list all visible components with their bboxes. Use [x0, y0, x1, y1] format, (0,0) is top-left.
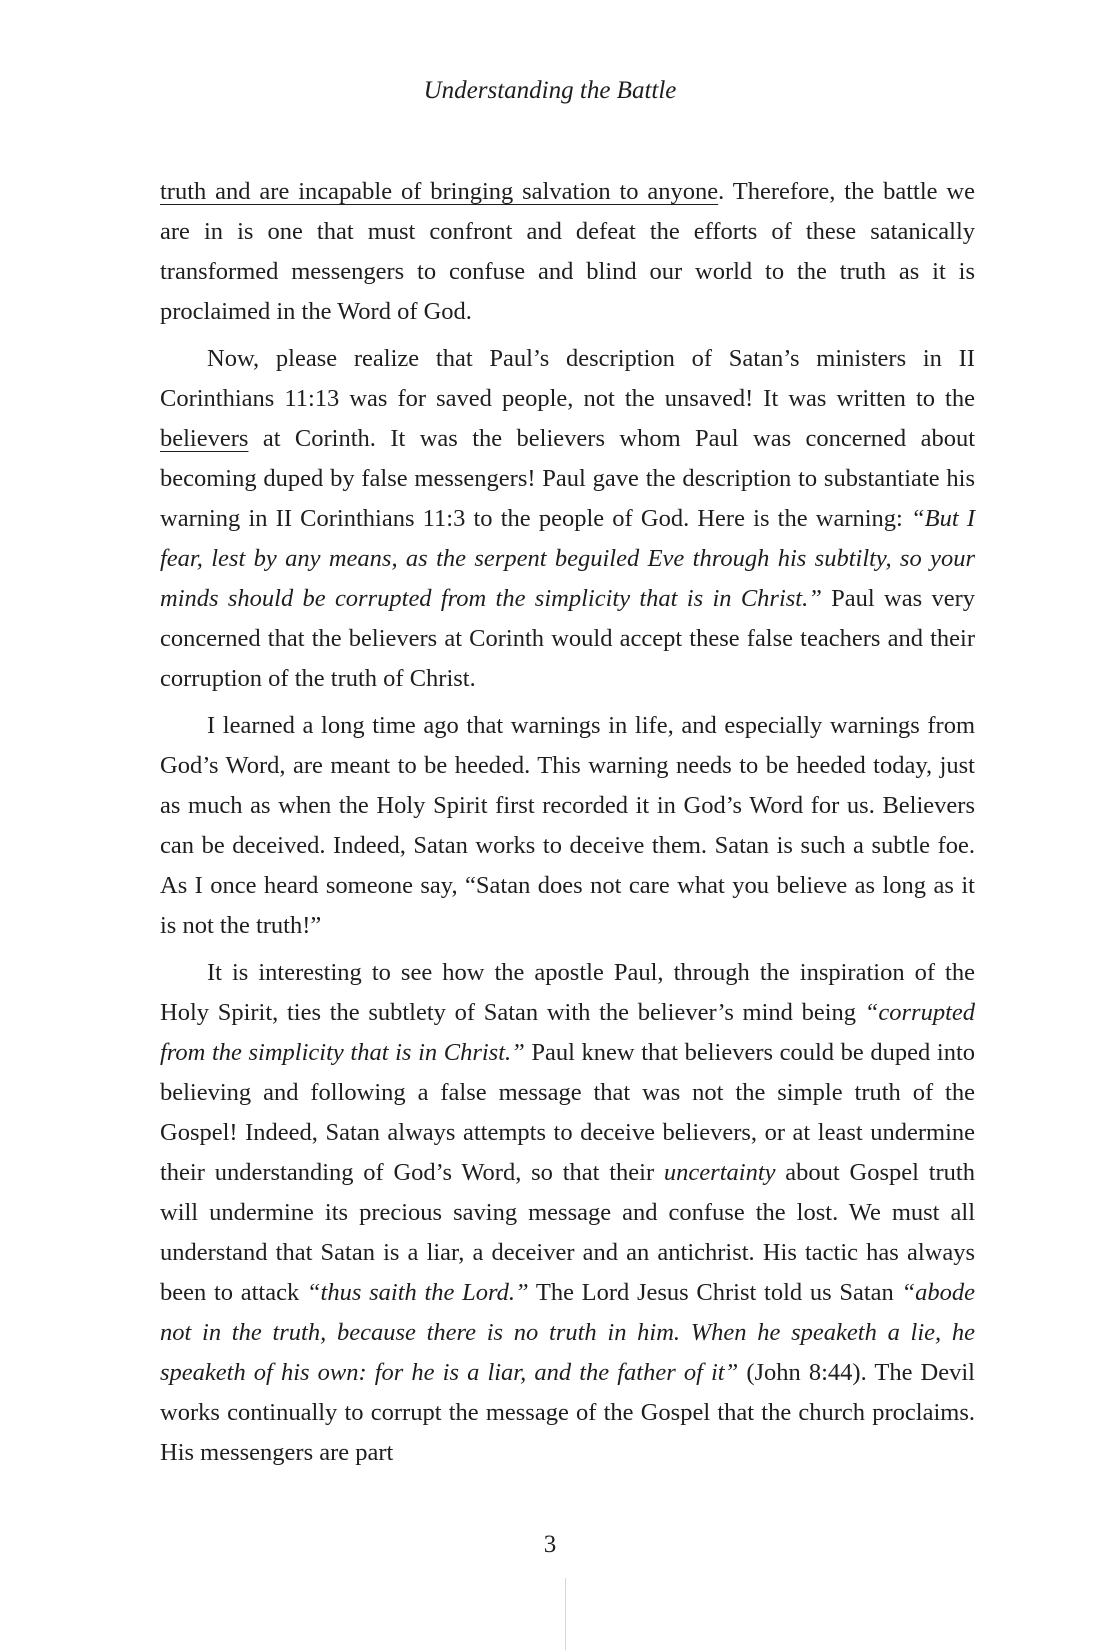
underlined-phrase: truth and are incapable of bringing salvation to anyone: [160, 178, 719, 205]
scripture-quote: “But I fear, lest by any means, as the serpent beguiled Eve through his subtilty, so your minds should be corrupted from the simplicity that is in Christ.”: [160, 505, 975, 612]
text-run: . Therefore, the battle we are in is one that must confront and defeat the efforts of these satanically transformed messengers to confuse and blind our world to the truth as it is proclaimed in the Word of God.: [160, 178, 975, 325]
text-run: I learned a long time ago that warnings in life, and especially warnings from God’s Word, are meant to be heeded. This warning needs to be heeded today, just as much as when the Holy Spirit first recorded it in God’s Word for us. Believers can be deceived. Indeed, Satan works to deceive them. Satan is such a subtle foe. As I once heard someone say, “Satan does not care what you believe as long as it is not the truth!”: [160, 712, 975, 939]
text-run: at Corinth. It was the believers whom Paul was concerned about becoming duped by false messengers! Paul gave the description to substantiate his warning in II Corinthians 11:3 to the people of God. Here is the warning:: [160, 425, 975, 532]
paragraph: [160, 706, 975, 946]
text-run: Paul was very concerned that the believers at Corinth would accept these false teachers and their corruption of the truth of Christ.: [160, 585, 975, 692]
text-run: about Gospel truth will undermine its precious saving message and confuse the lost. We must all understand that Satan is a liar, a deceiver and an antichrist. His tactic has always been to attack: [160, 1159, 975, 1306]
page-number: 3: [543, 1531, 557, 1558]
emphasis: uncertainty: [663, 1159, 776, 1186]
gutter-rule: [565, 1578, 566, 1650]
paragraph: [160, 172, 975, 332]
paragraph: [160, 953, 975, 1473]
scripture-quote: “abode not in the truth, because there is no truth in him. When he speaketh a lie, he speaketh of his own: for he is a liar, and the father of it”: [160, 1279, 975, 1386]
scripture-quote: “corrupted from the simplicity that is in Christ.”: [160, 999, 975, 1066]
text-run: It is interesting to see how the apostle Paul, through the inspiration of the Holy Spirit, ties the subtlety of Satan with the believer’s mind being: [160, 959, 975, 1026]
text-run: Paul knew that believers could be duped into believing and following a false message that was not the simple truth of the Gospel! Indeed, Satan always attempts to deceive believers, or at least undermine their understanding of God’s Word, so that their: [160, 1039, 976, 1186]
text-run: Now, please realize that Paul’s description of Satan’s ministers in II Corinthians 11:13 was for saved people, not the unsaved! It was written to the: [160, 345, 975, 412]
paragraph: [160, 339, 975, 699]
text-run: The Lord Jesus Christ told us Satan: [528, 1279, 902, 1306]
body-text: [160, 172, 975, 1480]
underlined-word: believers: [160, 425, 249, 452]
scripture-quote: “thus saith the Lord.”: [306, 1279, 529, 1306]
running-head: Understanding the Battle: [423, 77, 677, 104]
text-run: (John 8:44). The Devil works continually to corrupt the message of the Gospel that the church proclaims. His messengers are part: [160, 1359, 975, 1466]
